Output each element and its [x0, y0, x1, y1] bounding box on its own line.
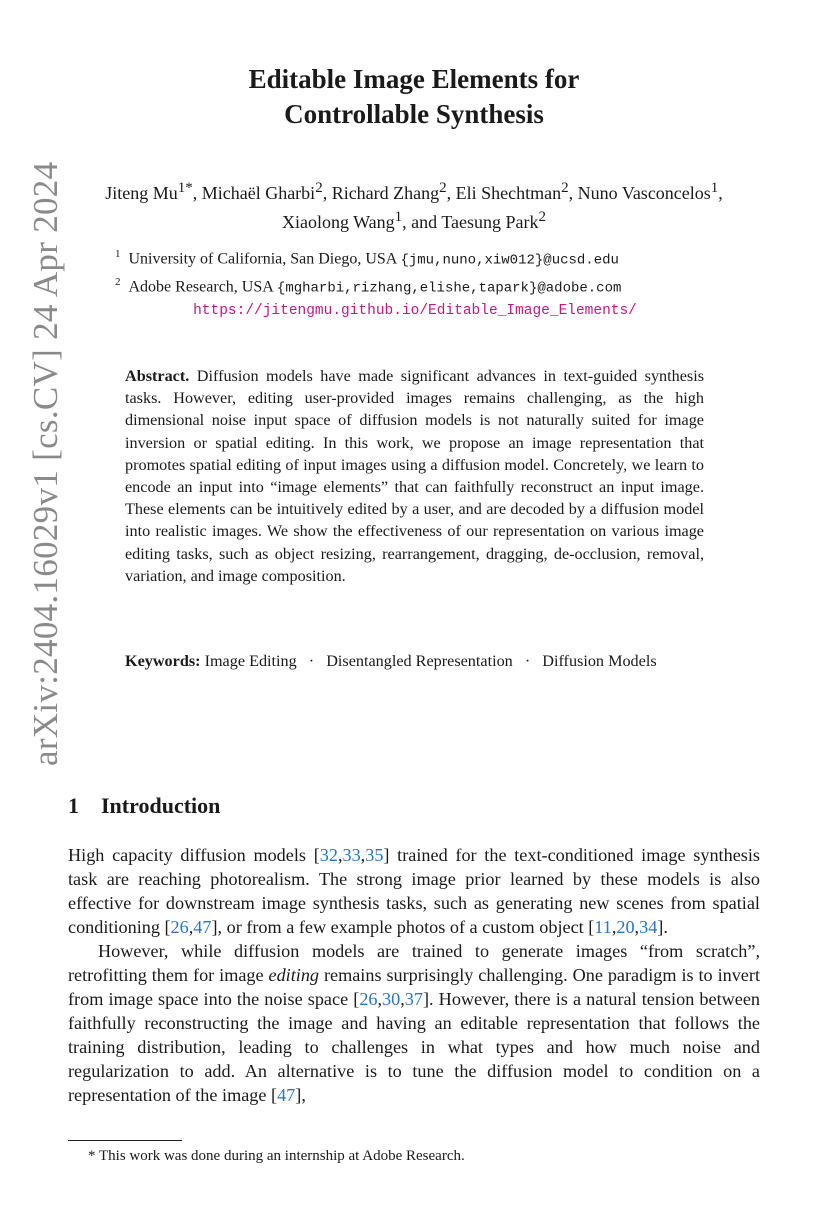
- keyword-separator: ·: [308, 652, 315, 670]
- author-name: , Nuno Vasconcelos: [568, 183, 711, 203]
- affiliation-2: [115, 271, 735, 299]
- citation-link[interactable]: 47: [277, 1085, 296, 1105]
- author-name: , Richard Zhang: [322, 183, 440, 203]
- footnote-text: This work was done during an internship at Adobe Research.: [98, 1148, 465, 1164]
- citation-link[interactable]: 26: [359, 989, 378, 1009]
- text-run: remains surprisingly challenging. One paradigm is to invert from image space into the noise space [: [68, 965, 760, 1009]
- author-name: , Michaël Gharbi: [192, 183, 316, 203]
- author-affiliation-mark: 2: [315, 180, 323, 196]
- citation-link[interactable]: 26: [170, 917, 189, 937]
- author-name: , Xiaolong Wang: [281, 183, 723, 232]
- affiliation-name: Adobe Research, USA: [128, 278, 277, 296]
- author-affiliation-mark: 1*: [177, 180, 193, 196]
- citation-link[interactable]: 20: [616, 917, 635, 937]
- citation-link[interactable]: 30: [382, 989, 401, 1009]
- abstract: [125, 365, 704, 587]
- affiliation-1: [115, 243, 735, 271]
- arxiv-identifier-stamp: arXiv:2404.16029v1 [cs.CV] 24 Apr 2024: [26, 161, 65, 766]
- affiliations: [115, 243, 735, 322]
- text-run: ], or from a few example photos of a custom object [: [211, 917, 595, 937]
- author-name: , and Taesung Park: [402, 212, 539, 232]
- keyword: Image Editing: [204, 652, 297, 670]
- author-affiliation-mark: 2: [439, 180, 447, 196]
- project-page-link[interactable]: https://jitengmu.github.io/Editable_Image_Elements/: [193, 302, 637, 319]
- introduction-body: [68, 843, 760, 1107]
- footnote-divider: [68, 1140, 182, 1141]
- keyword: Diffusion Models: [542, 652, 657, 670]
- affiliation-emails: {jmu,nuno,xiw012}@ucsd.edu: [400, 252, 619, 269]
- affiliation-number: 1: [115, 248, 121, 260]
- affiliation-emails: {mgharbi,rizhang,elishe,tapark}@adobe.com: [276, 280, 622, 297]
- emphasis: editing: [268, 965, 320, 985]
- keywords: [125, 650, 704, 672]
- section-heading: [68, 793, 220, 819]
- section-number: 1: [68, 793, 79, 818]
- author-affiliation-mark: 1: [710, 180, 719, 196]
- text-run: ] trained for the text-conditioned image synthesis task are reaching photorealism. The strong image prior learned by these models is also effective for downstream image synthesis tasks, such as generating new scenes from spatial conditioning [: [68, 845, 760, 937]
- author-affiliation-mark: 1: [394, 209, 403, 225]
- abstract-text: Diffusion models have made significant advances in text-guided synthesis tasks. However, editing user-provided images remains challenging, as the high dimensional noise input space of diffusion models is not naturally suited for image inversion or spatial editing. In this work, we propose an image representation that promotes spatial editing of input images using a diffusion model. Concretely, we learn to encode an input into “image elements” that can faithfully reconstruct an input image. These elements can be intuitively edited by a user, and are decoded by a diffusion model into realistic images. We show the effectiveness of our representation on various image editing tasks, such as object resizing, rearrangement, dragging, de-occlusion, removal, variation, and image composition.: [125, 367, 705, 585]
- citation-link[interactable]: 37: [404, 989, 423, 1009]
- title-line-2: Controllable Synthesis: [284, 99, 544, 129]
- text-run: ].: [657, 917, 668, 937]
- title-line-1: Editable Image Elements for: [248, 64, 580, 94]
- keyword-separator: ·: [524, 652, 531, 670]
- citation-link[interactable]: 34: [639, 917, 658, 937]
- abstract-label: Abstract.: [125, 367, 190, 385]
- text-run: ],: [295, 1085, 306, 1105]
- citation-link[interactable]: 33: [342, 845, 361, 865]
- paper-title: [0, 62, 828, 132]
- text-run: ]. However, there is a natural tension between faithfully reconstructing the image and having an editable representation that follows the training distribution, leading to challenges in what types and how much noise and regularization to add. An alternative is to tune the diffusion model to condition on a representation of the image [: [68, 989, 760, 1105]
- author-affiliation-mark: 2: [561, 180, 569, 196]
- text-run: High capacity diffusion models [: [68, 845, 320, 865]
- affiliation-number: 2: [115, 276, 121, 289]
- author-name: , Eli Shechtman: [446, 183, 562, 203]
- citation-link[interactable]: 11: [594, 917, 612, 937]
- author-affiliation-mark: 2: [538, 209, 547, 225]
- affiliation-name: University of California, San Diego, USA: [128, 250, 401, 268]
- keyword: Disentangled Representation: [326, 652, 513, 670]
- section-title: Introduction: [101, 793, 221, 818]
- citation-link[interactable]: 32: [319, 845, 338, 865]
- citation-link[interactable]: 35: [365, 845, 384, 865]
- keywords-label: Keywords:: [125, 652, 201, 670]
- text-run: However, while diffusion models are trained to generate images “from scratch”, retrofitting them for image: [68, 941, 760, 985]
- citation-link[interactable]: 47: [193, 917, 212, 937]
- paragraph: However, while diffusion models are trained to generate images “from scratch”, retrofitting them for image editing remains surprisingly challenging. One paradigm is to invert from image space into the noise space [26,30,37]. However, there is a natural tension between faithfully reconstructing the image and having an editable representation that follows the training distribution, leading to challenges in what types and how much noise and regularization to add. An alternative is to tune the diffusion model to condition on a representation of the image [47],: [68, 941, 760, 1105]
- paragraph: High capacity diffusion models [32,33,35] trained for the text-conditioned image synthesis task are reaching photorealism. The strong image prior learned by these models is also effective for downstream image synthesis tasks, such as generating new scenes from spatial conditioning [26,47], or from a few example photos of a custom object [11,20,34].: [68, 845, 760, 937]
- footnote-mark: *: [88, 1148, 96, 1164]
- author-name: Jiteng Mu: [105, 183, 178, 203]
- footnote: [88, 1148, 465, 1165]
- author-list: [90, 176, 738, 234]
